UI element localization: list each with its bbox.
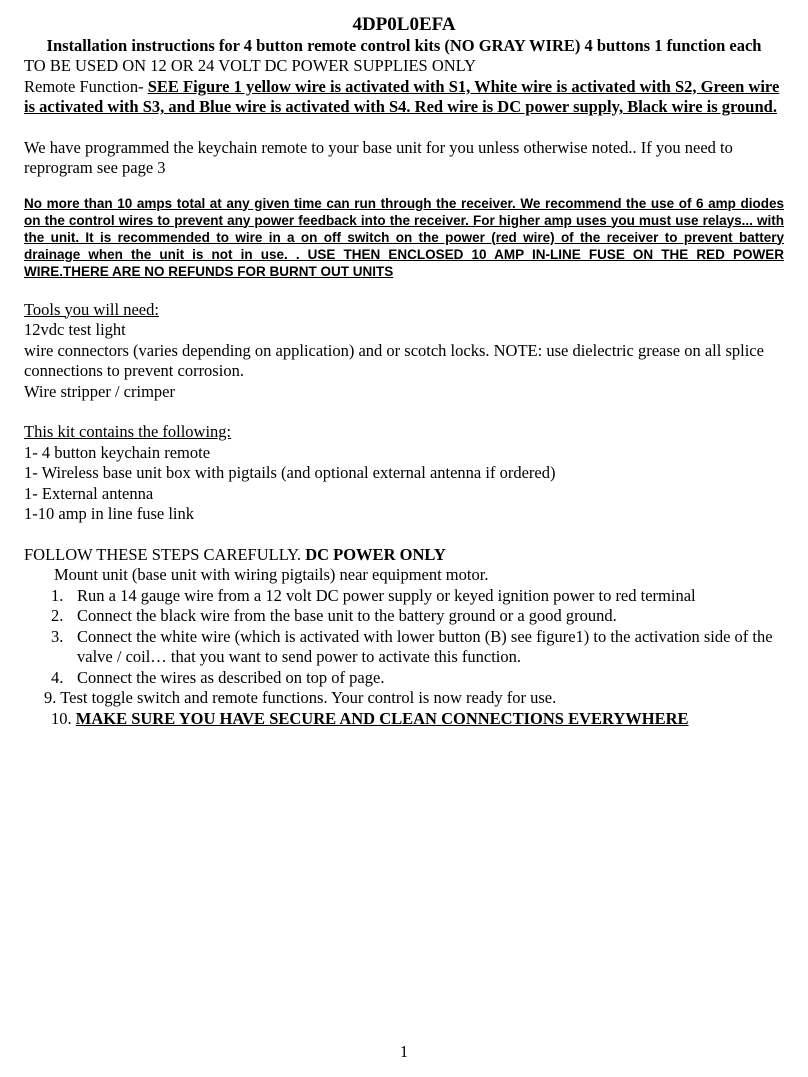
mount-instruction: Mount unit (base unit with wiring pigtails) near equipment motor.: [54, 565, 489, 584]
document-subtitle: Installation instructions for 4 button remote control kits (NO GRAY WIRE) 4 buttons 1 function each: [46, 36, 762, 55]
spacer: [24, 525, 784, 545]
tools-item: 12vdc test light: [24, 320, 126, 339]
steps-intro-bold: DC POWER ONLY: [305, 544, 446, 564]
kit-item: 1- Wireless base unit box with pigtails (and optional external antenna if ordered): [24, 463, 556, 482]
step-9: 9. Test toggle switch and remote functions. Your control is now ready for use.: [44, 688, 557, 707]
warning-paragraph: No more than 10 amps total at any given time can run through the receiver. We recommend the use of 6 amp diodes on the control wires to prevent any power feedback into the receiver. For higher amp uses you must use relays... with the unit. It is recommended to wire in a on off switch on the power (red wire) of the receiver to prevent battery drainage when the unit is not in use. . USE THEN ENCLOSED 10 AMP IN-LINE FUSE ON THE RED POWER WIRE.THERE ARE NO REFUNDS FOR BURNT OUT UNITS: [24, 195, 784, 279]
tools-item: Wire stripper / crimper: [24, 381, 175, 401]
steps-intro: [24, 545, 784, 566]
programmed-paragraph: We have programmed the keychain remote to your base unit for you unless otherwise noted.. If you need to reprogram see page 3: [24, 137, 733, 177]
document-page: [24, 14, 784, 729]
step-text: Connect the black wire from the base unit to the battery ground or a good ground.: [77, 606, 617, 625]
step-number: 3.: [51, 626, 64, 646]
remote-function-text: SEE Figure 1 yellow wire is activated with S1, White wire is activated with S2, Green wire is activated with S3, and Blue wire is activated with S4. Red wire is DC power supply, Black wire is ground.: [24, 76, 780, 116]
page-number: 1: [399, 1042, 409, 1061]
step-number: 1.: [51, 585, 64, 605]
document-title: 4DP0L0EFA: [352, 14, 456, 35]
remote-function-label: Remote Function-: [24, 76, 144, 96]
steps-section: [24, 545, 784, 730]
tools-item: wire connectors (varies depending on application) and or scotch locks. NOTE: use dielectric grease on all splice connections to prevent corrosion.: [24, 340, 764, 380]
step-number: 4.: [51, 667, 64, 687]
remote-function-paragraph: [24, 77, 784, 118]
spacer: [24, 402, 784, 422]
step-item: [24, 668, 784, 689]
step-text: Run a 14 gauge wire from a 12 volt DC power supply or keyed ignition power to red terminal: [77, 585, 696, 605]
step-item: [24, 586, 784, 607]
step-10-text: MAKE SURE YOU HAVE SECURE AND CLEAN CONNECTIONS EVERYWHERE: [75, 708, 689, 728]
spacer: [24, 280, 784, 300]
step-number: 2.: [51, 606, 64, 625]
steps-intro-text: FOLLOW THESE STEPS CAREFULLY.: [24, 544, 302, 564]
kit-item: 1- External antenna: [24, 483, 154, 503]
kit-item: 1- 4 button keychain remote: [24, 442, 211, 462]
spacer: [24, 118, 784, 138]
step-item: [24, 606, 784, 627]
step-10: [24, 709, 784, 730]
step-text: Connect the white wire (which is activated with lower button (B) see figure1) to the activation side of the valve / coil… that you want to send power to activate this function.: [77, 626, 773, 666]
kit-heading: This kit contains the following:: [24, 422, 232, 441]
kit-item: 1-10 amp in line fuse link: [24, 504, 195, 523]
step-10-number: 10.: [51, 708, 72, 728]
step-item: [24, 627, 784, 668]
tools-heading: Tools you will need:: [24, 299, 159, 319]
supply-line: TO BE USED ON 12 OR 24 VOLT DC POWER SUPPLIES ONLY: [24, 56, 476, 75]
step-text: Connect the wires as described on top of page.: [77, 667, 385, 687]
